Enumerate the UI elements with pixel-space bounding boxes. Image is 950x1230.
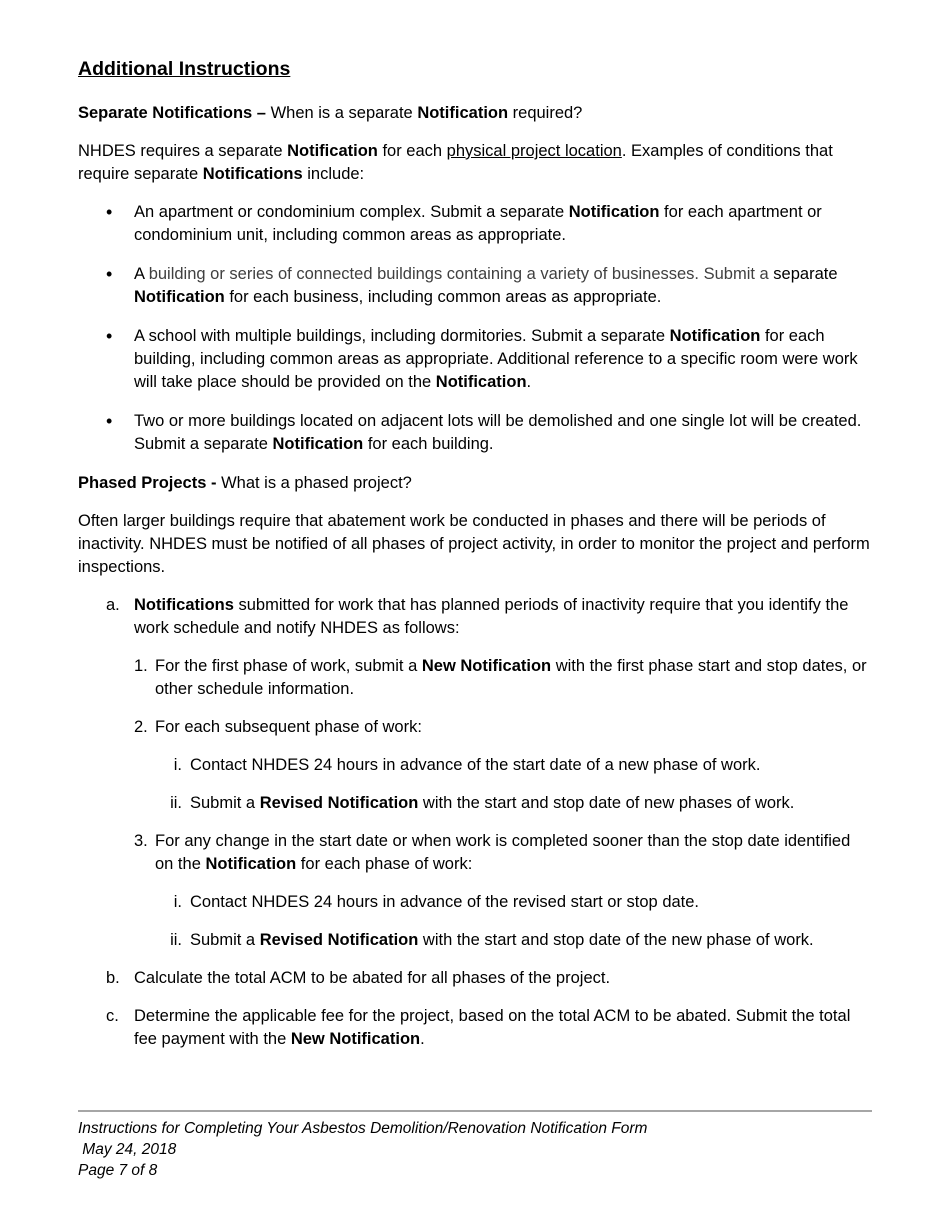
page-footer <box>78 1110 872 1181</box>
footer-date: May 24, 2018 <box>78 1141 177 1158</box>
step-b: b. Calculate the total ACM to be abated for all phases of the project. <box>106 969 611 987</box>
phased-projects-question: Phased Projects - What is a phased project? <box>78 474 412 492</box>
separate-notifications-intro: NHDES requires a separate Notification for each physical project location. Examples of conditions that require separate Notifications include: <box>78 142 833 183</box>
section-heading: Additional Instructions <box>78 58 291 80</box>
separate-notifications-question: Separate Notifications – When is a separate Notification required? <box>78 104 583 122</box>
phased-steps-list <box>78 594 872 1051</box>
step-a-sublist <box>134 655 872 952</box>
conditions-list <box>78 201 872 456</box>
phased-projects-paragraph: Often larger buildings require that abatement work be conducted in phases and there will be periods of inactivity. NHDES must be notified of all phases of project activity, in order to monitor the project and perform inspections. <box>78 512 870 576</box>
step-a-2-sublist <box>155 754 872 815</box>
step-a-3-sublist <box>155 891 872 952</box>
step-a-2-i: i. Contact NHDES 24 hours in advance of the start date of a new phase of work. <box>173 756 761 774</box>
footer-title: Instructions for Completing Your Asbestos Demolition/Renovation Notification Form <box>78 1120 648 1137</box>
step-a-2-ii: ii. Submit a Revised Notification with the start and stop date of new phases of work. <box>170 794 795 812</box>
step-a-3: 3. For any change in the start date or when work is completed sooner than the stop date identified on the Notification for each phase of work: i. Contact NHDES 24 hours in advance of the revised start or stop date. ii. Submit a Revised Notification with the start and stop date of the new phase of work. <box>134 830 872 952</box>
step-a-1: 1. For the first phase of work, submit a New Notification with the first phase start and stop dates, or other schedule information. <box>134 657 867 698</box>
list-item: • Two or more buildings located on adjacent lots will be demolished and one single lot will be created. Submit a separate Notification for each building. <box>78 410 872 456</box>
step-a: a. Notifications submitted for work that has planned periods of inactivity require that you identify the work schedule and notify NHDES as follows: 1. For the first phase of work, submit a New Notification with the first phase start and stop dates, or other schedule information. 2. For each subsequent phase of work: i. Contact NHDES 24 hours in advance of the start date of a new phase of work. ii. Submit a Revised Notification with the start and stop date of new phases of work. 3. For any change in the start date or when work is completed sooner than the stop date identified on the Notification for each phase of work: i. Contact NHDES 24 hours in advance of the revised start or stop date. ii. Submit a Revised Notification with the start and stop date of the new phase of work. <box>78 594 872 952</box>
step-a-3-i: i. Contact NHDES 24 hours in advance of the revised start or stop date. <box>173 893 700 911</box>
document-page <box>78 56 872 1066</box>
list-item: • An apartment or condominium complex. Submit a separate Notification for each apartment or condominium unit, including common areas as appropriate. <box>78 201 872 247</box>
step-c: c. Determine the applicable fee for the project, based on the total ACM to be abated. Submit the total fee payment with the New Notification. <box>106 1007 851 1048</box>
step-a-2: 2. For each subsequent phase of work: i. Contact NHDES 24 hours in advance of the start date of a new phase of work. ii. Submit a Revised Notification with the start and stop date of new phases of work. <box>134 716 872 815</box>
list-item: • A school with multiple buildings, including dormitories. Submit a separate Notification for each building, including common areas as appropriate. Additional reference to a specific room were work will take place should be provided on the Notification. <box>78 325 872 394</box>
footer-page-number: Page 7 of 8 <box>78 1162 158 1179</box>
list-item: • A building or series of connected buildings containing a variety of businesses. Submit a separate Notification for each business, including common areas as appropriate. <box>78 263 872 309</box>
step-a-3-ii: ii. Submit a Revised Notification with the start and stop date of the new phase of work. <box>170 931 814 949</box>
